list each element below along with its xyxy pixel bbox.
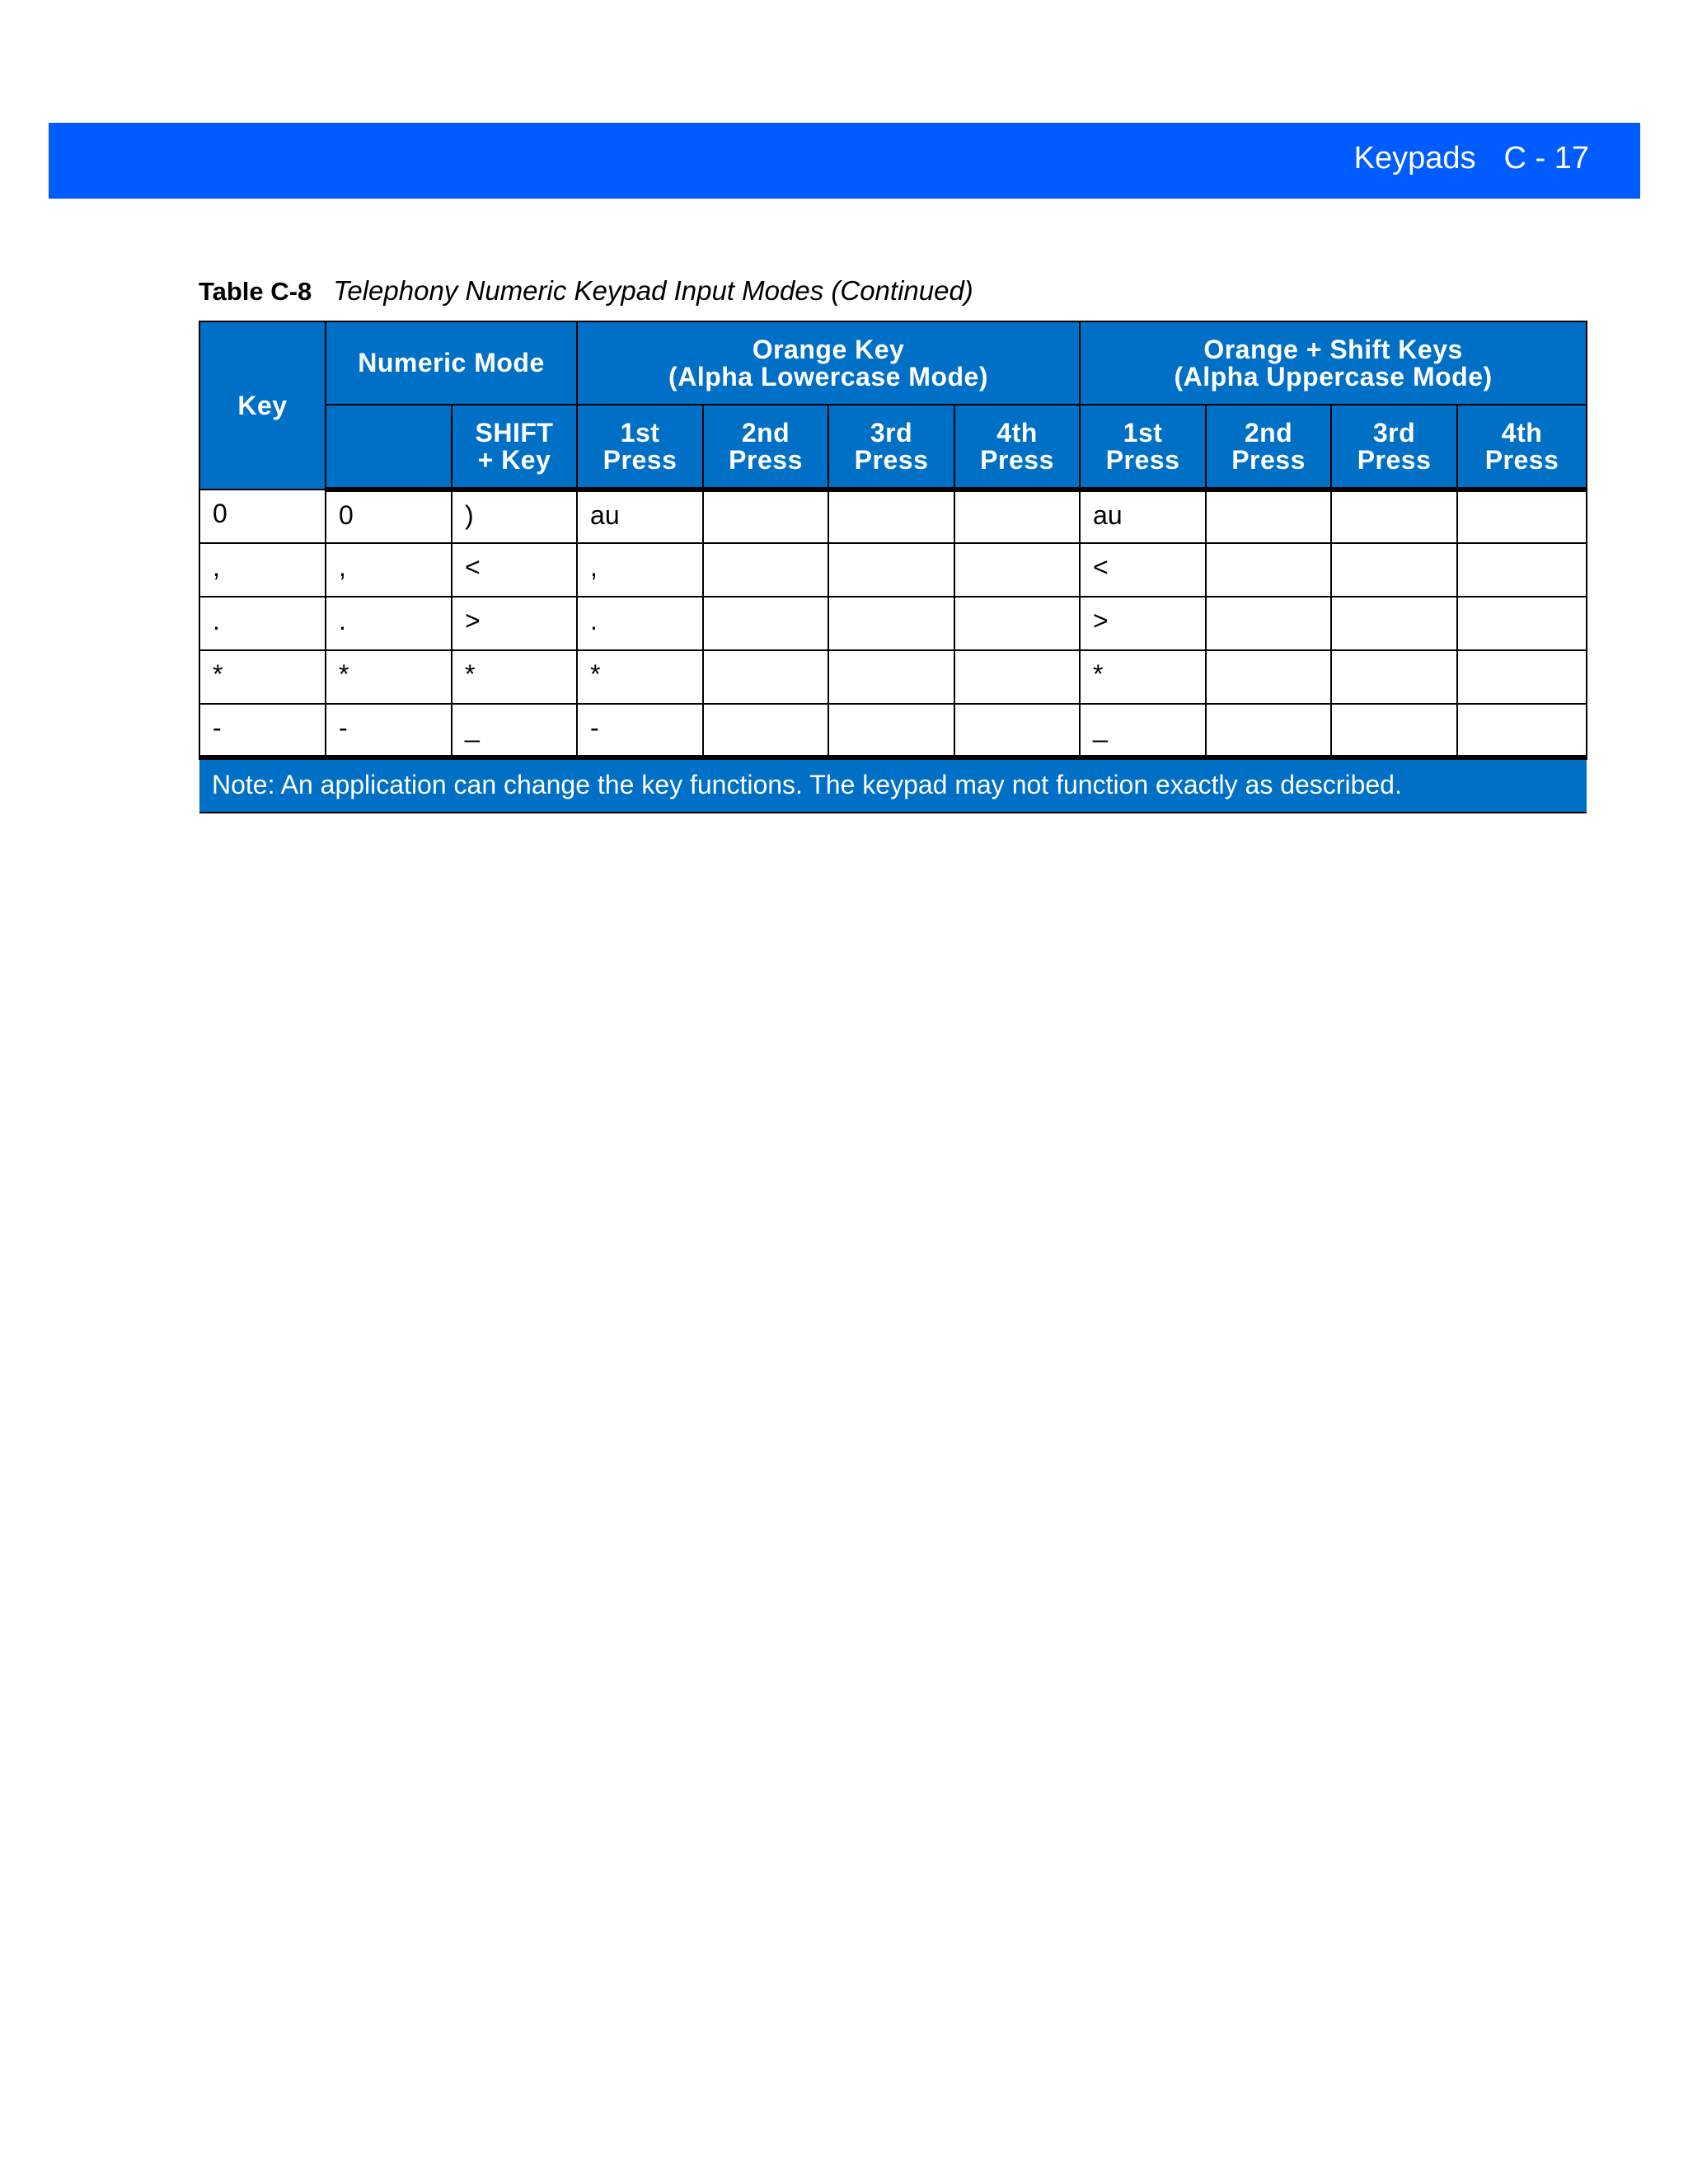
subheader-cell xyxy=(1080,405,1206,490)
table-cell: _ xyxy=(452,704,577,757)
running-header xyxy=(1354,141,1589,176)
table-cell: au xyxy=(577,490,703,543)
subheader-line1: 1st xyxy=(620,417,660,448)
table-row xyxy=(199,543,1587,597)
header-orange-shift-line1: Orange + Shift Keys xyxy=(1203,334,1463,364)
table-cell: au xyxy=(1080,490,1206,543)
table-cell: > xyxy=(452,597,577,650)
table-cell xyxy=(1457,704,1587,757)
table-cell xyxy=(954,543,1080,597)
table-cell xyxy=(828,650,954,704)
table-caption-title: Telephony Numeric Keypad Input Modes (Continued) xyxy=(333,275,973,306)
table-row xyxy=(199,490,1587,543)
table-cell xyxy=(954,704,1080,757)
subheader-cell xyxy=(1331,405,1457,490)
subheader-line1: 4th xyxy=(1501,417,1543,448)
table-cell xyxy=(1206,490,1331,543)
table-cell xyxy=(703,650,828,704)
table-cell xyxy=(1331,597,1457,650)
subheader-line1: 2nd xyxy=(1244,417,1293,448)
subheader-line1: 1st xyxy=(1123,417,1163,448)
page-header-band xyxy=(49,123,1640,199)
subheader-line1: 2nd xyxy=(741,417,790,448)
subheader-cell xyxy=(703,405,828,490)
table-cell xyxy=(703,490,828,543)
table-cell: * xyxy=(326,650,452,704)
subheader-line2: Press xyxy=(1105,444,1180,475)
table-cell: * xyxy=(1080,650,1206,704)
table-cell xyxy=(1331,650,1457,704)
table-cell xyxy=(703,704,828,757)
table-row xyxy=(199,597,1587,650)
table-cell xyxy=(1457,597,1587,650)
keypad-input-modes-table xyxy=(199,321,1587,813)
table-row xyxy=(199,650,1587,704)
table-cell: < xyxy=(1080,543,1206,597)
header-orange-shift-line2: (Alpha Uppercase Mode) xyxy=(1174,361,1493,391)
table-cell: * xyxy=(199,650,326,704)
table-cell: * xyxy=(452,650,577,704)
table-cell xyxy=(1206,704,1331,757)
subheader-cell xyxy=(326,405,452,490)
table-cell xyxy=(828,490,954,543)
subheader-line2: Press xyxy=(603,444,678,475)
table-cell: > xyxy=(1080,597,1206,650)
subheader-line2: Press xyxy=(854,444,929,475)
table-cell: , xyxy=(326,543,452,597)
table-cell xyxy=(1331,704,1457,757)
header-orange-shift-keys xyxy=(1080,321,1587,405)
subheader-cell xyxy=(1206,405,1331,490)
table-row xyxy=(199,704,1587,757)
table-cell xyxy=(703,543,828,597)
table-caption-label: Table C-8 xyxy=(199,277,312,306)
subheader-line1: 4th xyxy=(996,417,1038,448)
subheader-line1: 3rd xyxy=(1372,417,1416,448)
table-cell xyxy=(954,597,1080,650)
table-cell xyxy=(1331,543,1457,597)
subheader-cell xyxy=(1457,405,1587,490)
table-cell: - xyxy=(577,704,703,757)
subheader-line2: Press xyxy=(1231,444,1306,475)
subheader-line2: + Key xyxy=(477,444,551,475)
table-cell xyxy=(1206,597,1331,650)
table-cell: . xyxy=(326,597,452,650)
header-section: Keypads xyxy=(1353,141,1476,176)
subheader-line2: Press xyxy=(1357,444,1432,475)
table-cell: , xyxy=(199,543,326,597)
table-cell xyxy=(954,650,1080,704)
table-cell: 0 xyxy=(326,490,452,543)
table-cell xyxy=(954,490,1080,543)
table-cell: . xyxy=(199,597,326,650)
table-cell: - xyxy=(326,704,452,757)
table-cell xyxy=(828,543,954,597)
table-cell xyxy=(1457,650,1587,704)
subheader-cell xyxy=(452,405,577,490)
table-cell xyxy=(703,597,828,650)
header-key: Key xyxy=(199,321,326,490)
table-cell: * xyxy=(577,650,703,704)
table-cell: - xyxy=(199,704,326,757)
subheader-line1: SHIFT xyxy=(475,417,554,448)
table-cell xyxy=(1331,490,1457,543)
note-row xyxy=(199,757,1587,813)
table-cell: , xyxy=(577,543,703,597)
header-orange-key-line1: Orange Key xyxy=(752,334,905,364)
header-numeric-mode: Numeric Mode xyxy=(326,321,577,405)
table-cell xyxy=(828,704,954,757)
subheader-cell xyxy=(577,405,703,490)
table-cell: 0 xyxy=(199,490,326,543)
header-orange-key-line2: (Alpha Lowercase Mode) xyxy=(668,361,988,391)
header-page-number: C - 17 xyxy=(1503,141,1589,176)
table-cell xyxy=(1457,490,1587,543)
table-caption xyxy=(199,275,973,307)
table-cell: < xyxy=(452,543,577,597)
subheader-row xyxy=(199,405,1587,490)
table-cell: . xyxy=(577,597,703,650)
subheader-line2: Press xyxy=(729,444,803,475)
header-orange-key xyxy=(577,321,1080,405)
table-cell xyxy=(1206,543,1331,597)
table-cell xyxy=(1206,650,1331,704)
subheader-cell xyxy=(954,405,1080,490)
table-cell: _ xyxy=(1080,704,1206,757)
table-cell xyxy=(828,597,954,650)
table-note: Note: An application can change the key functions. The keypad may not function exactly as described. xyxy=(199,757,1587,813)
subheader-line2: Press xyxy=(980,444,1054,475)
table-cell: ) xyxy=(452,490,577,543)
subheader-cell xyxy=(828,405,954,490)
subheader-line2: Press xyxy=(1484,444,1559,475)
subheader-line1: 3rd xyxy=(870,417,913,448)
table-cell xyxy=(1457,543,1587,597)
table-body xyxy=(199,490,1587,813)
